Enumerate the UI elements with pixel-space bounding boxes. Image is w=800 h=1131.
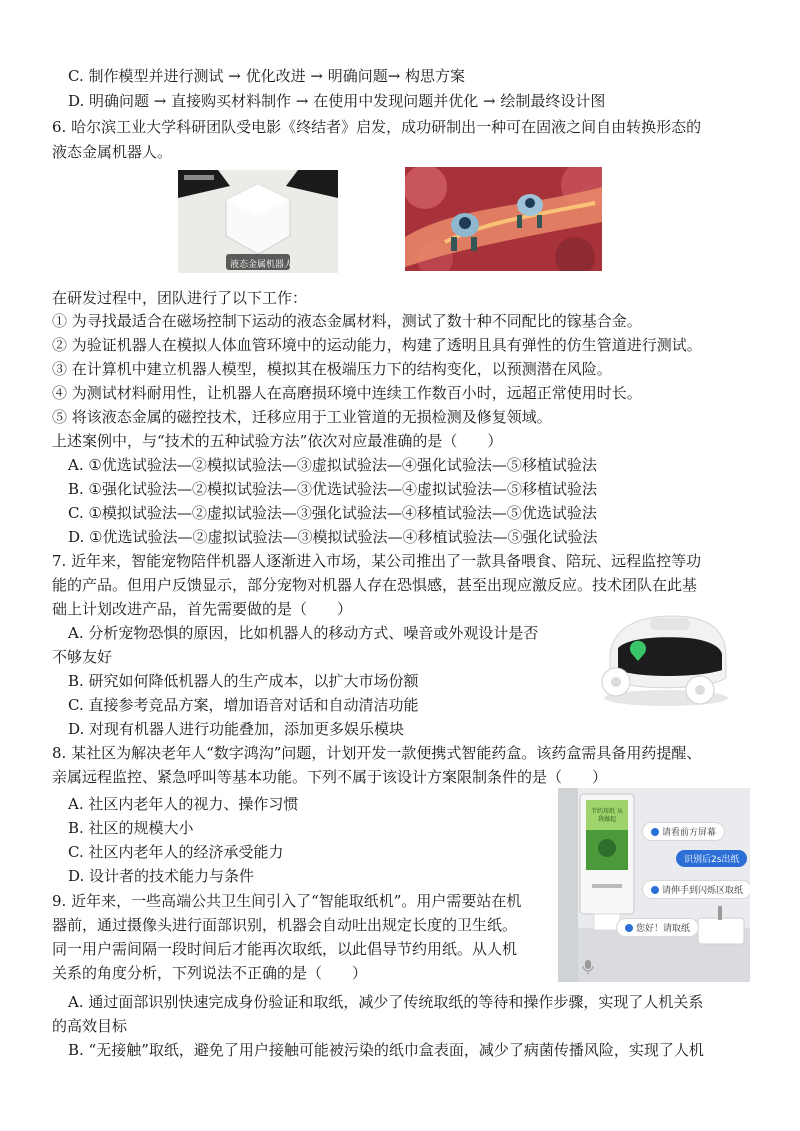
q9-option-a-line-2: 的高效目标 [52, 1017, 128, 1035]
liquid-metal-robot-photo [178, 170, 338, 273]
q5-option-d: D. 明确问题 → 直接购买材料制作 → 在使用中发现问题并优化 → 绘制最终设计图 [68, 92, 606, 110]
q6-intro: 在研发过程中，团队进行了以下工作： [52, 289, 308, 307]
q7-stem-line-3: 础上计划改进产品，首先需要做的是（ ） [52, 600, 353, 618]
q6-option-b: B. ①强化试验法—②模拟试验法—③优选试验法—④虚拟试验法—⑤移植试验法 [68, 480, 598, 498]
q6-work-4: ④ 为测试材料耐用性，让机器人在高磨损环境中连续工作数百小时，远超正常使用时长。 [52, 384, 642, 402]
q9-option-b-line-1: B. “无接触”取纸，避免了用户接触可能被污染的纸巾盒表面，减少了病菌传播风险，实现了人机 [68, 1041, 704, 1059]
vessel-robot-illustration [405, 167, 602, 271]
q8-stem-line-1: 8. 某社区为解决老年人“数字鸿沟”问题，计划开发一款便携式智能药盒。该药盒需具备用药提醒、 [52, 744, 702, 762]
q6-option-d: D. ①优选试验法—②虚拟试验法—③模拟试验法—④移植试验法—⑤强化试验法 [68, 528, 598, 546]
info-icon [651, 828, 659, 836]
dispenser-screen-slogan: 节约用纸 从我做起 [591, 808, 623, 823]
q7-option-a-line-1: A. 分析宠物恐惧的原因，比如机器人的移动方式、噪音或外观设计是否 [68, 624, 539, 642]
q7-option-b: B. 研究如何降低机器人的生产成本，以扩大市场份额 [68, 672, 419, 690]
q8-option-a: A. 社区内老年人的视力、操作习惯 [68, 795, 299, 813]
bubble-reach-hand: 请伸手到闪烁区取纸 [642, 880, 750, 899]
q6-work-3: ③ 在计算机中建立机器人模型，模拟其在极端压力下的结构变化，以预测潜在风险。 [52, 360, 612, 378]
bubble-look-at-screen: 请看前方屏幕 [642, 822, 725, 841]
smart-paper-dispenser-photo [558, 788, 750, 982]
pet-robot-photo [588, 598, 740, 710]
q5-option-c: C. 制作模型并进行测试 → 优化改进 → 明确问题→ 构思方案 [68, 67, 466, 85]
q7-option-a-line-2: 不够友好 [52, 648, 113, 666]
robot-photo-caption: 液态金属机器人 [230, 260, 294, 270]
q8-option-b: B. 社区的规模大小 [68, 819, 194, 837]
q8-stem-line-2: 亲属远程监控、紧急呼叫等基本功能。下列不属于该设计方案限制条件的是（ ） [52, 768, 608, 786]
q9-stem-line-4: 关系的角度分析，下列说法不正确的是（ ） [52, 964, 368, 982]
q6-stem-line-1: 6. 哈尔滨工业大学科研团队受电影《终结者》启发，成功研制出一种可在固液之间自由转换形态的 [52, 118, 702, 136]
q8-option-c: C. 社区内老年人的经济承受能力 [68, 843, 284, 861]
q9-option-a-line-1: A. 通过面部识别快速完成身份验证和取纸，减少了传统取纸的等待和操作步骤，实现了人机关系 [68, 993, 704, 1011]
q7-stem-line-1: 7. 近年来，智能宠物陪伴机器人逐渐进入市场，某公司推出了一款具备喂食、陪玩、远程监控等功 [52, 552, 702, 570]
q6-work-5: ⑤ 将该液态金属的磁控技术，迁移应用于工业管道的无损检测及修复领域。 [52, 408, 552, 426]
q6-work-2: ② 为验证机器人在模拟人体血管环境中的运动能力，构建了透明且具有弹性的仿生管道进行测试。 [52, 336, 702, 354]
info-icon [651, 886, 659, 894]
q7-option-c: C. 直接参考竞品方案，增加语音对话和自动清洁功能 [68, 696, 419, 714]
q6-work-1: ① 为寻找最适合在磁场控制下运动的液态金属材料，测试了数十种不同配比的镓基合金。 [52, 312, 642, 330]
bubble-take-paper: 您好！请取纸 [616, 918, 699, 937]
q6-option-a: A. ①优选试验法—②模拟试验法—③虚拟试验法—④强化试验法—⑤移植试验法 [68, 456, 597, 474]
q9-stem-line-2: 器前，通过摄像头进行面部识别，机器会自动吐出规定长度的卫生纸。 [52, 916, 518, 934]
q9-stem-line-3: 同一用户需间隔一段时间后才能再次取纸，以此倡导节约用纸。从人机 [52, 940, 518, 958]
q6-question: 上述案例中，与“技术的五种试验方法”依次对应最准确的是（ ） [52, 432, 503, 450]
q6-option-c: C. ①模拟试验法—②虚拟试验法—③强化试验法—④移植试验法—⑤优选试验法 [68, 504, 597, 522]
q7-option-d: D. 对现有机器人进行功能叠加，添加更多娱乐模块 [68, 720, 405, 738]
q9-stem-line-1: 9. 近年来，一些高端公共卫生间引入了“智能取纸机”。用户需要站在机 [52, 892, 522, 910]
q7-stem-line-2: 能的产品。但用户反馈显示，部分宠物对机器人存在恐惧感，甚至出现应激反应。技术团队在此基 [52, 576, 698, 594]
q8-option-d: D. 设计者的技术能力与条件 [68, 867, 255, 885]
info-icon [625, 924, 633, 932]
microphone-icon [582, 960, 594, 974]
q6-stem-line-2: 液态金属机器人。 [52, 143, 173, 161]
bubble-recognition-delay: 识别后2s出纸 [676, 850, 747, 867]
